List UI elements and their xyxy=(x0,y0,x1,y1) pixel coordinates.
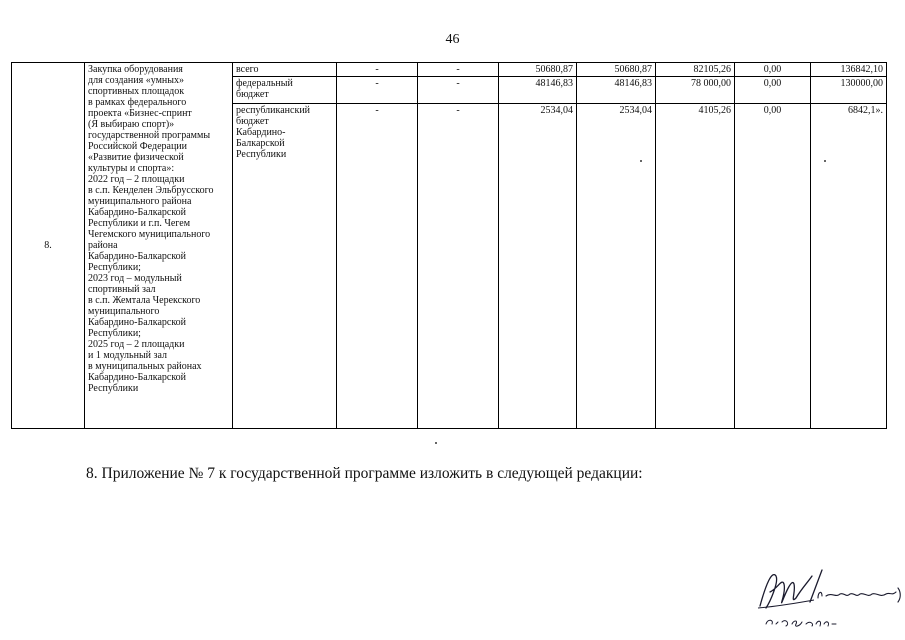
value-cell: 48146,83 xyxy=(577,77,656,104)
value-cell: 136842,10 xyxy=(811,63,887,77)
value-cell: - xyxy=(418,77,499,104)
page-number: 46 xyxy=(445,32,460,47)
value-cell: 50680,87 xyxy=(499,63,577,77)
value-cell: 78 000,00 xyxy=(656,77,735,104)
value-cell: - xyxy=(337,63,418,77)
row-number-cell: 8. xyxy=(12,63,85,429)
value-cell: 0,00 xyxy=(735,63,811,77)
value-cell: 4105,26 xyxy=(656,104,735,429)
item-description-cell: Закупка оборудования для создания «умных» спортивных площадок в рамках федерального проекта «Бизнес-спринт (Я выбираю спорт)» государственной программы Российской Федерации «Развитие физической культуры и спорта»: 2022 год – 2 площадки в с.п. Кенделен Эльбрусского муниципального района Кабардино-Балкарской Республики и г.п. Чегем Чегемского муниципального района Кабардино-Балкарской Республики; 2023 год – модульный спортивный зал в с.п. Жемтала Черекского муниципального Кабардино-Балкарской Республики; 2025 год – 2 площадки и 1 модульный зал в муниципальных районах Кабардино-Балкарской Республики xyxy=(85,63,233,429)
value-cell: 82105,26 xyxy=(656,63,735,77)
value-cell: 48146,83 xyxy=(499,77,577,104)
scan-speck xyxy=(435,442,437,444)
value-cell: 0,00 xyxy=(735,104,811,429)
value-cell: - xyxy=(418,104,499,429)
value-cell: - xyxy=(337,104,418,429)
table-row-total xyxy=(12,63,887,77)
budget-table xyxy=(11,62,887,429)
value-cell: 0,00 xyxy=(735,77,811,104)
value-cell: 2534,04 xyxy=(577,104,656,429)
value-cell: 2534,04 xyxy=(499,104,577,429)
source-label-cell: федеральный бюджет xyxy=(233,77,337,104)
source-label-cell: всего xyxy=(233,63,337,77)
scan-speck xyxy=(640,160,642,162)
value-cell: - xyxy=(337,77,418,104)
value-cell: 6842,1». xyxy=(811,104,887,429)
amendment-instruction: 8. Приложение № 7 к государственной программе изложить в следующей редакции: xyxy=(86,465,643,482)
scan-speck xyxy=(824,160,826,162)
value-cell: - xyxy=(418,63,499,77)
source-label-cell: республиканский бюджет Кабардино- Балкарской Республики xyxy=(233,104,337,429)
handwritten-signature xyxy=(752,562,902,632)
value-cell: 130000,00 xyxy=(811,77,887,104)
value-cell: 50680,87 xyxy=(577,63,656,77)
